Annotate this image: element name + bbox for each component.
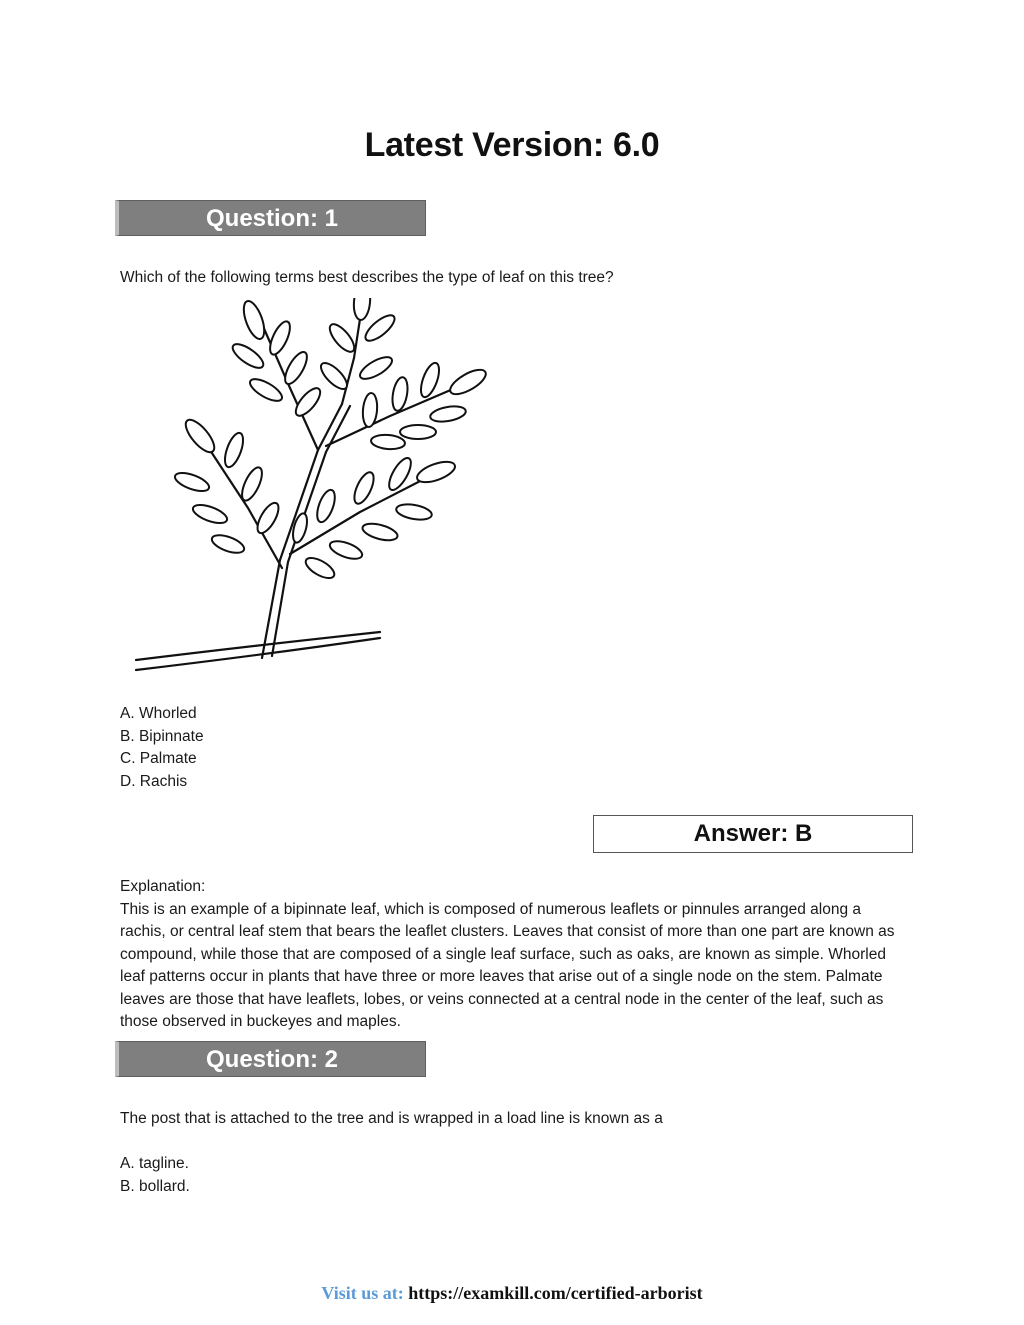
question-1-label: Question: 1 (205, 205, 338, 232)
footer (0, 1283, 1024, 1304)
question-1-prompt: Which of the following terms best describes the type of leaf on this tree? (120, 269, 614, 286)
explanation-block (120, 876, 900, 1034)
option-b: B. Bipinnate (120, 727, 204, 745)
option-d: D. Rachis (120, 772, 188, 790)
footer-url[interactable]: https://examkill.com/certified-arborist (408, 1283, 703, 1303)
bipinnate-leaf-illustration (130, 298, 490, 683)
page-title: Latest Version: 6.0 (364, 126, 660, 164)
question-2-header (115, 1041, 426, 1077)
option-a: A. Whorled (120, 705, 197, 722)
question-2-prompt: The post that is attached to the tree and is wrapped in a load line is known as a (120, 1110, 663, 1127)
explanation-label: Explanation: (120, 878, 206, 895)
question-1-options (120, 703, 204, 793)
option-a: A. tagline. (120, 1155, 189, 1172)
answer-box: Answer: B (593, 815, 913, 853)
question-2-label: Question: 2 (205, 1046, 338, 1073)
question-1-header (115, 200, 426, 236)
option-b: B. bollard. (120, 1177, 190, 1195)
explanation-text: This is an example of a bipinnate leaf, which is composed of numerous leaflets or pinnules arranged along a rachis, or central leaf stem that bears the leaflet clusters. Leaves that consist of more than one part are known as compound, while those that are composed of a single leaf surface, such as oaks, are known as simple. Whorled leaf patterns occur in plants that have three or more leaves that arise out of a single node on the stem. Palmate leaves are those that have leaflets, lobes, or veins connected at a central node in the center of the leaf, such as those observed in buckeyes and maples. (120, 900, 895, 1030)
question-2-options (120, 1153, 190, 1198)
option-c: C. Palmate (120, 750, 197, 767)
footer-lead: Visit us at: (321, 1283, 404, 1303)
